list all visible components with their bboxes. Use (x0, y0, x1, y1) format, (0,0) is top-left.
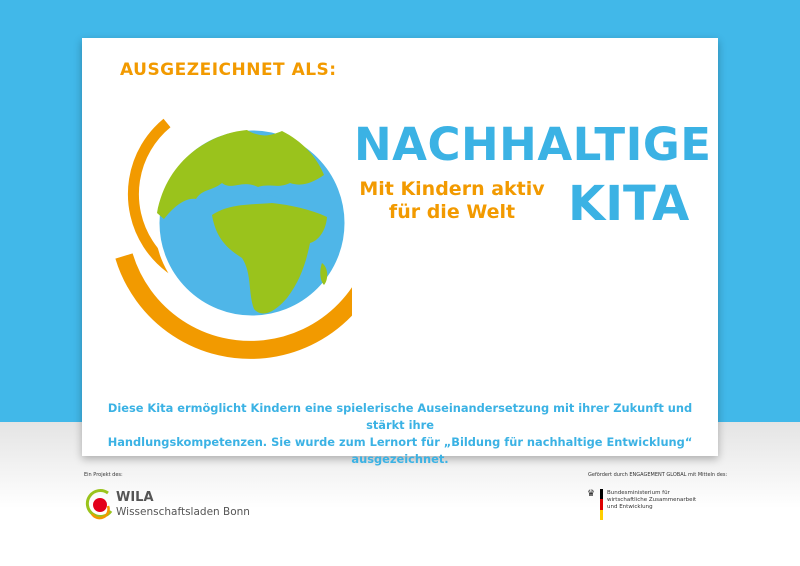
description (102, 400, 698, 468)
title-line2: KITA (568, 176, 690, 232)
ministry-line: Bundesministerium für (607, 490, 670, 496)
funding-label: Gefördert durch ENGAGEMENT GLOBAL mit Mitteln des: (588, 472, 728, 478)
slogan (346, 178, 558, 224)
globe-icon (112, 113, 352, 373)
slogan-line1: Mit Kindern aktiv (359, 178, 545, 200)
german-flag-icon (600, 489, 603, 520)
project-label: Ein Projekt des: (84, 472, 123, 478)
award-label: AUSGEZEICHNET ALS: (120, 60, 337, 80)
ministry-line: und Entwicklung (607, 504, 653, 510)
award-card (82, 38, 718, 466)
wila-subtitle: Wissenschaftsladen Bonn (116, 506, 250, 518)
federal-eagle-icon: ♛ (587, 489, 596, 499)
wila-logo-icon (84, 488, 114, 520)
description-line2: Handlungskompetenzen. Sie wurde zum Lernort für „Bildung für nachhaltige Entwicklung“ ausgezeichnet. (107, 435, 693, 466)
ministry-name (607, 490, 696, 511)
title-line1: NACHHALTIGE (354, 118, 712, 171)
slogan-line2: für die Welt (388, 201, 516, 223)
description-line1: Diese Kita ermöglicht Kindern eine spielerische Auseinandersetzung mit ihrer Zukunft und stärkt ihre (107, 401, 693, 432)
ministry-line: wirtschaftliche Zusammenarbeit (607, 497, 697, 503)
wila-name: WILA (116, 490, 154, 505)
